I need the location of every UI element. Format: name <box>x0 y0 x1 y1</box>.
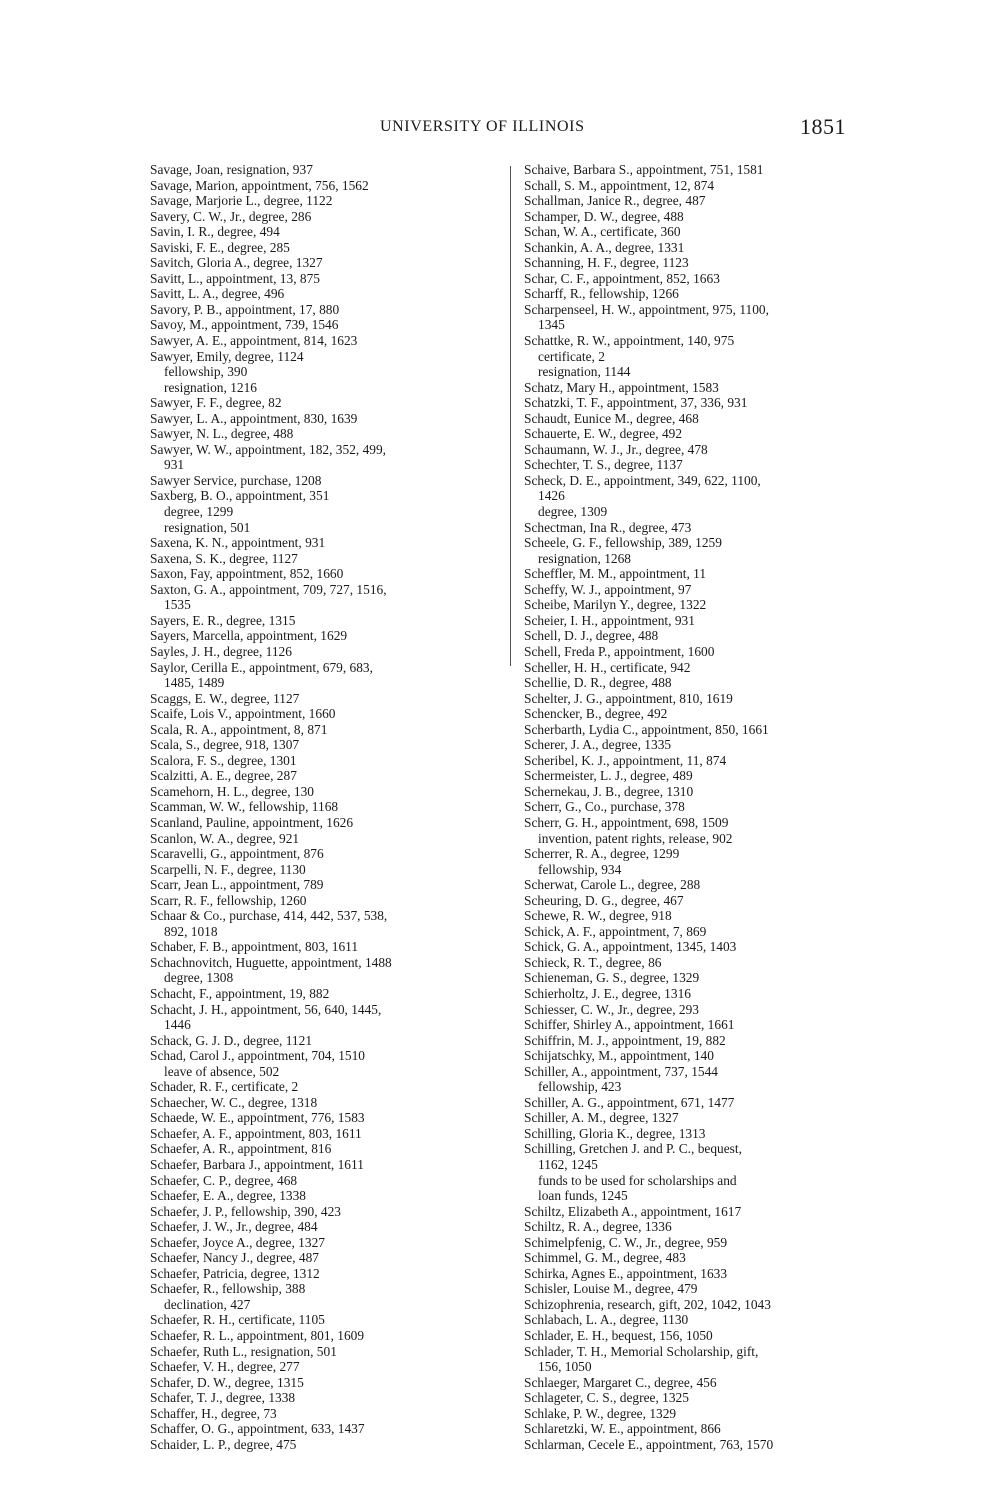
running-head: UNIVERSITY OF ILLINOIS <box>380 118 585 135</box>
index-entry: Schechter, T. S., degree, 1137 <box>524 457 683 473</box>
index-entry: Schamper, D. W., degree, 488 <box>524 208 684 224</box>
index-entry: Sayers, Marcella, appointment, 1629 <box>150 628 348 644</box>
index-entry: Schiffrin, M. J., appointment, 19, 882 <box>524 1032 726 1048</box>
index-subentry: degree, 1309 <box>538 504 608 520</box>
index-entry: Scarr, R. F., fellowship, 1260 <box>150 892 307 908</box>
index-subentry: 1485, 1489 <box>164 675 225 691</box>
index-entry: Scamehorn, H. L., degree, 130 <box>150 783 314 799</box>
index-entry: Scalzitti, A. E., degree, 287 <box>150 768 297 784</box>
index-entry: Schernekau, J. B., degree, 1310 <box>524 783 694 799</box>
index-entry: Scheier, I. H., appointment, 931 <box>524 612 695 628</box>
index-entry: Savitt, L. A., degree, 496 <box>150 286 285 302</box>
index-entry: Schilling, Gloria K., degree, 1313 <box>524 1125 706 1141</box>
index-entry: Schaefer, Ruth L., resignation, 501 <box>150 1343 337 1359</box>
index-entry: Schizophrenia, research, gift, 202, 1042, 1043 <box>524 1296 771 1312</box>
index-entry: Schafer, D. W., degree, 1315 <box>150 1374 304 1390</box>
index-subentry: 1426 <box>538 488 565 504</box>
column-divider <box>510 166 511 666</box>
index-subentry: 1162, 1245 <box>538 1157 598 1172</box>
index-entry: Schachnovitch, Huguette, appointment, 1488 <box>150 954 392 970</box>
index-entry: Saxberg, B. O., appointment, 351 <box>150 488 330 504</box>
index-entry: Schaefer, R. H., certificate, 1105 <box>150 1312 325 1328</box>
index-entry: Scheffler, M. M., appointment, 11 <box>524 566 707 582</box>
index-entry: Sawyer, N. L., degree, 488 <box>150 426 294 442</box>
index-entry: Schlader, E. H., bequest, 156, 1050 <box>524 1328 713 1344</box>
index-entry: Scheibe, Marilyn Y., degree, 1322 <box>524 597 707 613</box>
index-entry: Schiltz, Elizabeth A., appointment, 1617 <box>524 1203 742 1219</box>
index-subentry: loan funds, 1245 <box>538 1188 628 1204</box>
index-entry: Schaive, Barbara S., appointment, 751, 1581 <box>524 162 764 177</box>
index-entry: Schaider, L. P., degree, 475 <box>150 1436 297 1452</box>
page-header <box>0 114 1000 142</box>
index-entry: Schaber, F. B., appointment, 803, 1611 <box>150 939 359 955</box>
index-subentry: 156, 1050 <box>538 1359 592 1375</box>
index-entry: Schan, W. A., certificate, 360 <box>524 224 681 240</box>
index-entry: Schack, G. J. D., degree, 1121 <box>150 1032 313 1048</box>
index-entry: Schlaretzki, W. E., appointment, 866 <box>524 1421 721 1437</box>
index-entry: Schaefer, R. L., appointment, 801, 1609 <box>150 1328 365 1344</box>
index-entry: Schiller, A., appointment, 737, 1544 <box>524 1063 718 1079</box>
index-subentry: funds to be used for scholarships and <box>538 1172 737 1188</box>
index-entry: Schieneman, G. S., degree, 1329 <box>524 970 700 986</box>
index-subentry: 931 <box>164 457 185 473</box>
index-entry: Schlageter, C. S., degree, 1325 <box>524 1390 689 1406</box>
index-entry: Schewe, R. W., degree, 918 <box>524 908 672 924</box>
index-subentry: certificate, 2 <box>538 348 605 364</box>
index-entry: Scalora, F. S., degree, 1301 <box>150 752 297 768</box>
index-entry: Schiltz, R. A., degree, 1336 <box>524 1219 672 1235</box>
index-entry: Scaravelli, G., appointment, 876 <box>150 846 324 862</box>
index-entry: Schad, Carol J., appointment, 704, 1510 <box>150 1048 365 1064</box>
index-entry: Schencker, B., degree, 492 <box>524 706 668 722</box>
index-entry: Scheribel, K. J., appointment, 11, 874 <box>524 752 727 768</box>
index-entry: Schick, G. A., appointment, 1345, 1403 <box>524 939 737 955</box>
index-entry: Schilling, Gretchen J. and P. C., bequest, <box>524 1141 742 1157</box>
index-column-right <box>524 162 882 1452</box>
index-entry: Schaumann, W. J., Jr., degree, 478 <box>524 441 708 457</box>
index-entry: Scherr, G. H., appointment, 698, 1509 <box>524 814 729 830</box>
index-entry: Schierholtz, J. E., degree, 1316 <box>524 985 691 1001</box>
index-entry: Schiller, A. M., degree, 1327 <box>524 1110 679 1126</box>
index-entry: Scharpenseel, H. W., appointment, 975, 1100, <box>524 301 769 317</box>
index-entry: Sawyer, Emily, degree, 1124 <box>150 348 304 364</box>
index-column-left <box>150 162 508 1452</box>
index-entry: Savage, Marjorie L., degree, 1122 <box>150 193 333 209</box>
index-entry: Scarpelli, N. F., degree, 1130 <box>150 861 306 877</box>
index-entry: Schijatschky, M., appointment, 140 <box>524 1048 714 1064</box>
index-entry: Schelter, J. G., appointment, 810, 1619 <box>524 690 733 706</box>
index-subentry: 1345 <box>538 317 565 333</box>
index-entry: Saylor, Cerilla E., appointment, 679, 683, <box>150 659 373 675</box>
index-subentry: invention, patent rights, release, 902 <box>538 830 733 846</box>
index-entry: Sawyer, L. A., appointment, 830, 1639 <box>150 410 358 426</box>
index-subentry: degree, 1308 <box>164 970 234 986</box>
index-entry: Scanland, Pauline, appointment, 1626 <box>150 814 354 830</box>
index-entry: Schiffer, Shirley A., appointment, 1661 <box>524 1017 735 1033</box>
index-entry: Scherr, G., Co., purchase, 378 <box>524 799 685 815</box>
index-entry: Schaffer, H., degree, 73 <box>150 1405 277 1421</box>
index-entry: Schisler, Louise M., degree, 479 <box>524 1281 698 1297</box>
index-entry: Schacht, F., appointment, 19, 882 <box>150 985 330 1001</box>
index-entry: Scala, S., degree, 918, 1307 <box>150 737 300 753</box>
page-number: 1851 <box>800 114 846 139</box>
index-subentry: 1446 <box>164 1017 191 1033</box>
index-entry: Saxena, S. K., degree, 1127 <box>150 550 298 566</box>
index-subentry: fellowship, 390 <box>164 364 248 380</box>
index-entry: Schaefer, V. H., degree, 277 <box>150 1359 300 1375</box>
index-entry: Schaefer, Joyce A., degree, 1327 <box>150 1234 325 1250</box>
index-entry: Scheller, H. H., certificate, 942 <box>524 659 691 675</box>
index-entry: Sawyer Service, purchase, 1208 <box>150 472 322 488</box>
index-entry: Saxon, Fay, appointment, 852, 1660 <box>150 566 344 582</box>
index-entry: Savory, P. B., appointment, 17, 880 <box>150 301 340 317</box>
index-entry: Schaffer, O. G., appointment, 633, 1437 <box>150 1421 365 1437</box>
index-entry: Schellie, D. R., degree, 488 <box>524 675 672 691</box>
index-entry: Schiller, A. G., appointment, 671, 1477 <box>524 1094 735 1110</box>
index-entry: Schaefer, Nancy J., degree, 487 <box>150 1250 320 1266</box>
index-entry: Schafer, T. J., degree, 1338 <box>150 1390 296 1406</box>
index-entry: Schlader, T. H., Memorial Scholarship, gift, <box>524 1343 759 1359</box>
index-subentry: degree, 1299 <box>164 504 234 520</box>
index-entry: Schaefer, Barbara J., appointment, 1611 <box>150 1157 364 1172</box>
index-entry: Schirka, Agnes E., appointment, 1633 <box>524 1265 728 1281</box>
index-subentry: 1535 <box>164 597 191 613</box>
index-entry: Schlarman, Cecele E., appointment, 763, 1570 <box>524 1436 774 1452</box>
index-subentry: resignation, 501 <box>164 519 251 535</box>
index-entry: Schaefer, J. W., Jr., degree, 484 <box>150 1219 318 1235</box>
index-subentry: resignation, 1268 <box>538 550 631 566</box>
index-entry: Schlaeger, Margaret C., degree, 456 <box>524 1374 717 1390</box>
index-entry: Schaefer, J. P., fellowship, 390, 423 <box>150 1203 341 1219</box>
index-entry: Schermeister, L. J., degree, 489 <box>524 768 693 784</box>
index-entry: Scala, R. A., appointment, 8, 871 <box>150 721 328 737</box>
index-entry: Saxton, G. A., appointment, 709, 727, 1516, <box>150 581 387 597</box>
index-entry: Scheck, D. E., appointment, 349, 622, 1100, <box>524 472 761 488</box>
index-entry: Scheele, G. F., fellowship, 389, 1259 <box>524 535 722 551</box>
index-entry: Schell, D. J., degree, 488 <box>524 628 659 644</box>
index-entry: Scarr, Jean L., appointment, 789 <box>150 877 324 893</box>
index-subentry: declination, 427 <box>164 1296 251 1312</box>
index-entry: Schaefer, R., fellowship, 388 <box>150 1281 306 1297</box>
index-subentry: resignation, 1216 <box>164 379 257 395</box>
index-entry: Scanlon, W. A., degree, 921 <box>150 830 300 846</box>
index-entry: Schlake, P. W., degree, 1329 <box>524 1405 677 1421</box>
index-subentry: 892, 1018 <box>164 923 218 939</box>
index-entry: Schiesser, C. W., Jr., degree, 293 <box>524 1001 700 1017</box>
index-entry: Schatz, Mary H., appointment, 1583 <box>524 379 719 395</box>
index-entry: Savage, Marion, appointment, 756, 1562 <box>150 177 369 193</box>
index-entry: Scherer, J. A., degree, 1335 <box>524 737 672 753</box>
index-entry: Schimelpfenig, C. W., Jr., degree, 959 <box>524 1234 728 1250</box>
index-entry: Schick, A. F., appointment, 7, 869 <box>524 923 707 939</box>
index-entry: Savin, I. R., degree, 494 <box>150 224 280 240</box>
index-entry: Schaefer, A. R., appointment, 816 <box>150 1141 332 1157</box>
index-entry: Scheffy, W. J., appointment, 97 <box>524 581 692 597</box>
index-entry: Scaggs, E. W., degree, 1127 <box>150 690 300 706</box>
index-entry: Schaefer, C. P., degree, 468 <box>150 1172 298 1188</box>
index-entry: Scharff, R., fellowship, 1266 <box>524 286 679 302</box>
index-entry: Sawyer, W. W., appointment, 182, 352, 499, <box>150 441 387 457</box>
index-entry: Schaefer, A. F., appointment, 803, 1611 <box>150 1125 362 1141</box>
index-entry: Schieck, R. T., degree, 86 <box>524 954 662 970</box>
index-subentry: resignation, 1144 <box>538 364 631 380</box>
index-entry: Savitch, Gloria A., degree, 1327 <box>150 255 323 271</box>
index-subentry: fellowship, 423 <box>538 1079 622 1095</box>
index-subentry: fellowship, 934 <box>538 861 622 877</box>
index-entry: Savoy, M., appointment, 739, 1546 <box>150 317 339 333</box>
index-entry: Savage, Joan, resignation, 937 <box>150 162 313 177</box>
index-entry: Savery, C. W., Jr., degree, 286 <box>150 208 312 224</box>
index-entry: Schimmel, G. M., degree, 483 <box>524 1250 686 1266</box>
index-entry: Schattke, R. W., appointment, 140, 975 <box>524 333 735 349</box>
index-entry: Schatzki, T. F., appointment, 37, 336, 931 <box>524 395 748 411</box>
index-entry: Saxena, K. N., appointment, 931 <box>150 535 326 551</box>
index-entry: Schauerte, E. W., degree, 492 <box>524 426 683 442</box>
index-entry: Schallman, Janice R., degree, 487 <box>524 193 706 209</box>
index-subentry: leave of absence, 502 <box>164 1063 280 1079</box>
index-entry: Schell, Freda P., appointment, 1600 <box>524 643 715 659</box>
index-entry: Schlabach, L. A., degree, 1130 <box>524 1312 689 1328</box>
index-entry: Schankin, A. A., degree, 1331 <box>524 239 685 255</box>
index-entry: Scherbarth, Lydia C., appointment, 850, 1661 <box>524 721 769 737</box>
index-entry: Scamman, W. W., fellowship, 1168 <box>150 799 339 815</box>
index-entry: Sawyer, F. F., degree, 82 <box>150 395 282 411</box>
index-entry: Schaecher, W. C., degree, 1318 <box>150 1094 318 1110</box>
index-entry: Schader, R. F., certificate, 2 <box>150 1079 299 1095</box>
index-entry: Scherwat, Carole L., degree, 288 <box>524 877 701 893</box>
index-entry: Sayers, E. R., degree, 1315 <box>150 612 296 628</box>
index-entry: Schanning, H. F., degree, 1123 <box>524 255 689 271</box>
index-entry: Schaefer, E. A., degree, 1338 <box>150 1188 306 1204</box>
index-entry: Schar, C. F., appointment, 852, 1663 <box>524 270 720 286</box>
index-entry: Savitt, L., appointment, 13, 875 <box>150 270 320 286</box>
index-entry: Scherrer, R. A., degree, 1299 <box>524 846 680 862</box>
index-entry: Schall, S. M., appointment, 12, 874 <box>524 177 715 193</box>
index-entry: Sawyer, A. E., appointment, 814, 1623 <box>150 333 358 349</box>
index-entry: Schaefer, Patricia, degree, 1312 <box>150 1265 320 1281</box>
index-entry: Sayles, J. H., degree, 1126 <box>150 643 292 659</box>
index-entry: Schacht, J. H., appointment, 56, 640, 1445, <box>150 1001 382 1017</box>
index-entry: Schaede, W. E., appointment, 776, 1583 <box>150 1110 365 1126</box>
index-entry: Scaife, Lois V., appointment, 1660 <box>150 706 336 722</box>
index-entry: Saviski, F. E., degree, 285 <box>150 239 290 255</box>
index-entry: Scheuring, D. G., degree, 467 <box>524 892 684 908</box>
index-entry: Schaudt, Eunice M., degree, 468 <box>524 410 699 426</box>
index-entry: Schaar & Co., purchase, 414, 442, 537, 538, <box>150 908 388 924</box>
index-entry: Schectman, Ina R., degree, 473 <box>524 519 692 535</box>
